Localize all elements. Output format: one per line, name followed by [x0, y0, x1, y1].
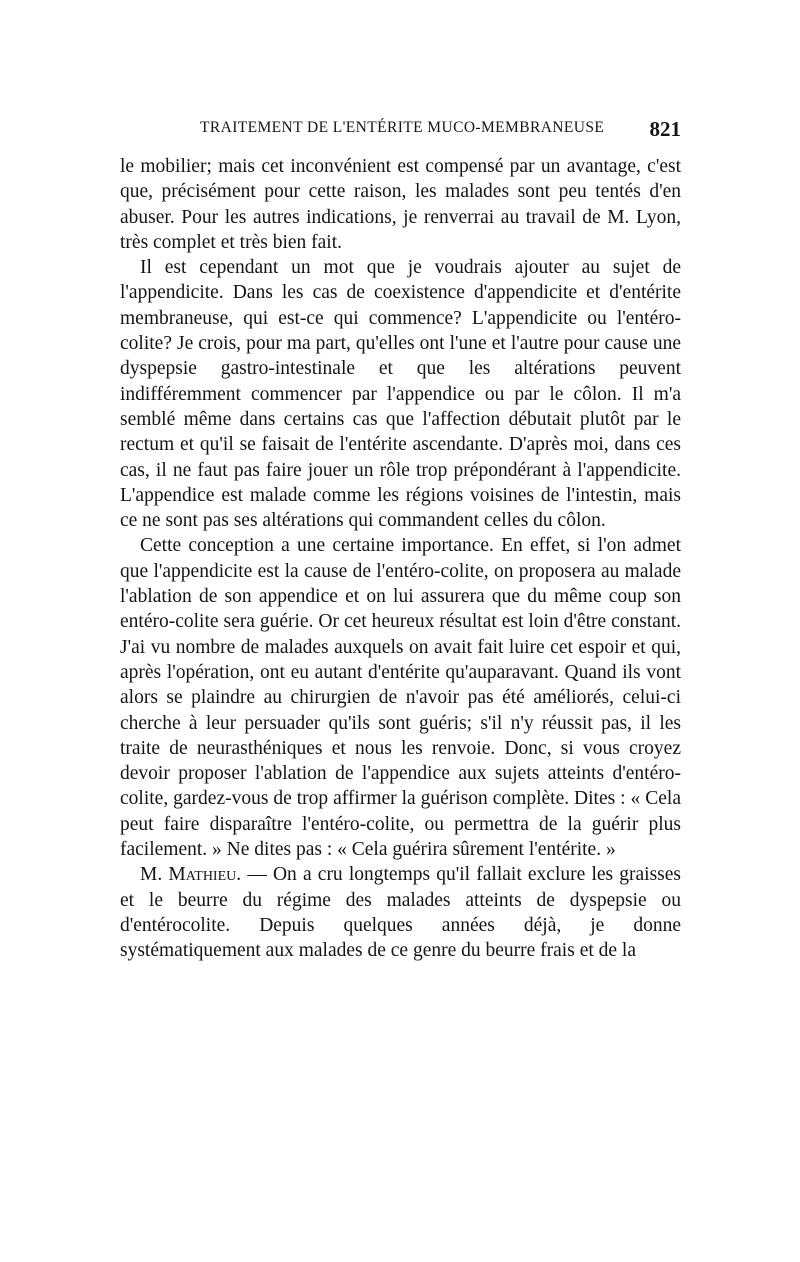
running-title: TRAITEMENT DE L'ENTÉRITE MUCO-MEMBRANEUSE: [200, 119, 605, 136]
paragraph-appendicite: [120, 255, 681, 533]
paragraph-mathieu: [120, 862, 681, 963]
paragraph-text: Il est cependant un mot que je voudrais ajouter au sujet de l'appendicite. Dans les cas de coexistence d'appendicite et d'entérite membraneuse, qui est-ce qui commence? L'appendicite ou l'entéro-colite? Je crois, pour ma part, qu'elles ont l'une et l'autre pour cause une dyspepsie gastro-intestinale et que les altérations peuvent indifféremment commencer par l'appendice ou par le côlon. Il m'a semblé même dans certains cas que l'affection débutait plutôt par le rectum et qu'il se faisait de l'entérite ascendante. D'après moi, dans ces cas, il ne faut pas faire jouer un rôle trop prépondérant à l'appendicite. L'appendice est malade comme les régions voisines de l'intestin, mais ce ne sont pas ses altérations qui commandent celles du côlon.: [120, 257, 681, 532]
page-header: [120, 117, 681, 143]
paragraph-text: — On a cru longtemps qu'il fallait exclure les graisses et le beurre du régime des malades atteints de dyspepsie ou d'entérocolite. Depuis quelques années déjà, je donne systématiquement aux malades de ce genre du beurre frais et de la: [120, 864, 682, 962]
paragraph-continuation: [120, 154, 681, 255]
body-text: [120, 154, 681, 964]
paragraph-conception: [120, 533, 681, 862]
paragraph-text: Cette conception a une certaine importance. En effet, si l'on admet que l'appendicite est la cause de l'entéro-colite, on proposera au malade l'ablation de son appendice et on lui assurera que du même coup son entéro-colite sera guérie. Or cet heureux résultat est loin d'être constant. J'ai vu nombre de malades auxquels on avait fait luire cet espoir et qui, après l'opération, ont eu autant d'entérite qu'auparavant. Quand ils vont alors se plaindre au chirurgien de n'avoir pas été améliorés, celui-ci cherche à leur persuader qu'ils sont guéris; s'il n'y réussit pas, il les traite de neurasthéniques et nous les renvoie. Donc, si vous croyez devoir proposer l'ablation de l'appendice aux sujets atteints d'entéro-colite, gardez-vous de trop affirmer la guérison complète. Dites : « Cela peut faire disparaître l'entéro-colite, ou permettra de la guérir plus facilement. » Ne dites pas : « Cela guérira sûrement l'entérite. »: [120, 535, 681, 861]
speaker-name: M. Mathieu.: [140, 864, 242, 886]
paragraph-text: le mobilier; mais cet inconvénient est compensé par un avantage, c'est que, précisément pour cette raison, les malades sont peu tentés d'en abuser. Pour les autres indications, je renverrai au travail de M. Lyon, très complet et très bien fait.: [120, 156, 681, 253]
page-number: 821: [649, 117, 681, 141]
